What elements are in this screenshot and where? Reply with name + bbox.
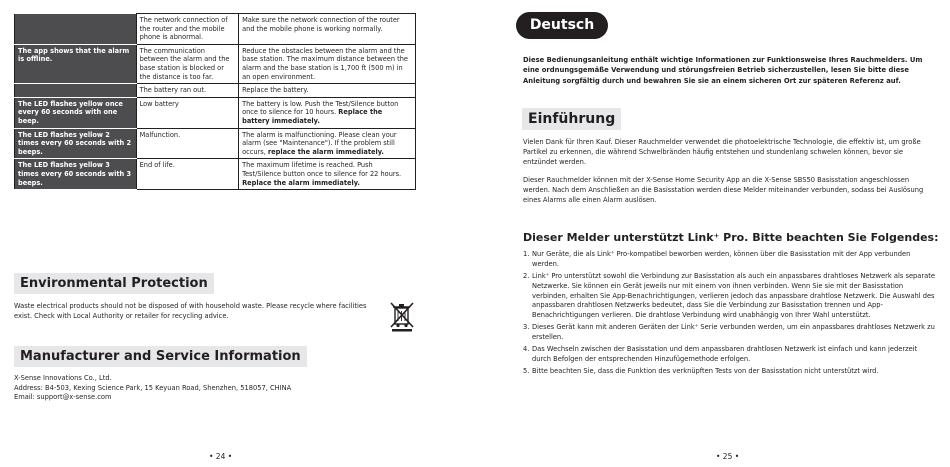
solution-cell	[239, 97, 416, 128]
list-item	[523, 250, 935, 269]
intro-notice: Diese Bedienungsanleitung enthält wichtige Informationen zur Funktionsweise Ihres Rauchmelders. Um eine ordnungsgemäße Verwendung und störungsfreien Betrieb sicherzustellen, lesen Sie bitte diese Anleitung sorgfältig durch und bewahren Sie sie an einem sicheren Ort zur späteren Referenz auf.	[523, 56, 923, 85]
list-item	[523, 272, 935, 321]
env-protection-heading: Environmental Protection	[14, 273, 214, 294]
table-row	[15, 97, 416, 128]
indicator-cell: The LED flashes yellow 2 times every 60 seconds with 2 beeps.	[15, 128, 137, 159]
solution-emphasis: Replace the alarm immediately.	[242, 178, 360, 187]
list-item-number: 4.	[523, 345, 530, 354]
list-item	[523, 345, 935, 364]
table-row	[15, 159, 416, 190]
company-email: Email: support@x-sense.com	[14, 393, 112, 402]
introduction-paragraph-2: Dieser Rauchmelder können mit der X-Sense Home Security App an die X-Sense SBS50 Basisstation angeschlossen werden. Nach dem Anschließen an die Basisstation werden diese Melder miteinander verbunden, sodass bei Auslösung eines Alarms alle einen Alarm auslösen.	[523, 176, 924, 204]
link-pro-heading: Dieser Melder unterstützt Link⁺ Pro. Bitte beachten Sie Folgendes:	[523, 231, 939, 244]
troubleshooting-table	[14, 13, 416, 190]
list-item-text: Link⁺ Pro unterstützt sowohl die Verbindung zur Basisstation als auch ein anpassbares drahtloses Netzwerk als separate Netzwerke. Sie können ein Gerät jeweils nur mit einem von ihnen verbinden. Wenn Sie sie mit der Basisstation verbinden, erhalten Sie App-Benachrichtigungen, verlieren jedoch das anpassbare drahtlose Netzwerk. Die Auswahl des anpassbaren drahtlosen Netzwerks bedeutet, dass Sie die Verbindung zur Basisstation trennen und App-Benachrichtigungen verlieren. Die drahtlose Verbindung wird unabhängig von Ihrer Wahl unterstützt.	[532, 272, 935, 319]
list-item-number: 3.	[523, 323, 530, 332]
cause-cell: Low battery	[136, 97, 239, 128]
table-row	[15, 44, 416, 83]
list-item-text: Nur Geräte, die als Link⁺ Pro-kompatibel beworben werden, können über die Basisstation mit der App verbunden werden.	[532, 250, 911, 268]
manufacturer-heading: Manufacturer and Service Information	[14, 346, 307, 367]
solution-text: The battery is low. Push the Test/Silence button once to silence for 10 hours.	[242, 99, 399, 117]
indicator-cell: The LED flashes yellow 3 times every 60 seconds with 3 beeps.	[15, 159, 137, 190]
list-item	[523, 323, 935, 342]
introduction-heading: Einführung	[522, 108, 621, 130]
introduction-paragraph-1: Vielen Dank für Ihren Kauf. Dieser Rauchmelder verwendet die photoelektrische Technologie, die effektiv ist, um große Partikel zu erkennen, die während Schwelbränden häufig entstehen und stundenlang schwelen können, bevor sie entzündet werden.	[523, 138, 921, 166]
indicator-cell: The app shows that the alarm is offline.	[15, 44, 137, 83]
solution-cell	[239, 128, 416, 159]
list-item-number: 2.	[523, 272, 530, 281]
solution-text: Make sure the network connection of the router and the mobile phone is working normally.	[242, 16, 400, 33]
link-pro-list	[523, 250, 935, 380]
indicator-cell	[15, 14, 137, 45]
indicator-cell: The LED flashes yellow once every 60 seconds with one beep.	[15, 97, 137, 128]
language-badge: Deutsch	[516, 12, 608, 39]
page-left	[0, 0, 470, 467]
solution-cell	[239, 44, 416, 83]
solution-emphasis: Replace the battery immediately.	[242, 108, 383, 125]
solution-cell	[239, 14, 416, 45]
page-number-left: • 24 •	[209, 452, 233, 461]
list-item-number: 5.	[523, 367, 530, 376]
solution-emphasis: replace the alarm immediately.	[267, 147, 384, 156]
company-address: Address: B4-503, Kexing Science Park, 15 Keyuan Road, Shenzhen, 518057, CHINA	[14, 383, 292, 392]
table-row	[15, 14, 416, 45]
solution-cell	[239, 159, 416, 190]
list-item-text: Dieses Gerät kann mit anderen Geräten der Link⁺ Serie verbunden werden, um ein anpassbares drahtloses Netzwerk zu erstellen.	[532, 323, 935, 341]
cause-cell: The battery ran out.	[136, 84, 239, 98]
list-item	[523, 367, 935, 377]
env-protection-text: Waste electrical products should not be disposed of with household waste. Please recycle where facilities exist. Check with Local Authority or retailer for recycling advice.	[14, 302, 367, 320]
solution-text: Reduce the obstacles between the alarm and the base station. The maximum distance between the alarm and the base station is 1,700 ft (500 m) in an open environment.	[242, 46, 408, 81]
list-item-text: Das Wechseln zwischen der Basisstation und dem anpassbaren drahtlosen Netzwerk ist einfach und kann jederzeit durch Befolgen der entsprechenden Hinzufügemethode erfolgen.	[532, 345, 918, 364]
solution-cell	[239, 84, 416, 98]
table-row	[15, 84, 416, 98]
list-item-number: 1.	[523, 250, 530, 258]
solution-text: Replace the battery.	[242, 86, 309, 95]
crossed-bin-icon	[389, 300, 415, 332]
cause-cell: The network connection of the router and the mobile phone is abnormal.	[136, 14, 239, 45]
company-name: X-Sense Innovations Co., Ltd.	[14, 374, 112, 382]
cause-cell: End of life.	[136, 159, 239, 190]
solution-text: The alarm is malfunctioning. Please clean your alarm (see "Maintenance"). If the problem still occurs,	[242, 130, 397, 156]
indicator-cell	[15, 84, 137, 98]
solution-text: The maximum lifetime is reached. Push Test/Silence button once to silence for 22 hours.	[242, 161, 402, 178]
cause-cell: Malfunction.	[136, 128, 239, 159]
cause-cell: The communication between the alarm and the base station is blocked or the distance is too far.	[136, 44, 239, 83]
table-row	[15, 128, 416, 159]
manufacturer-info	[14, 374, 394, 403]
list-item-text: Bitte beachten Sie, dass die Funktion des verknüpften Tests von der Basisstation nicht unterstützt wird.	[532, 367, 879, 376]
page-number-right: • 25 •	[716, 452, 740, 461]
